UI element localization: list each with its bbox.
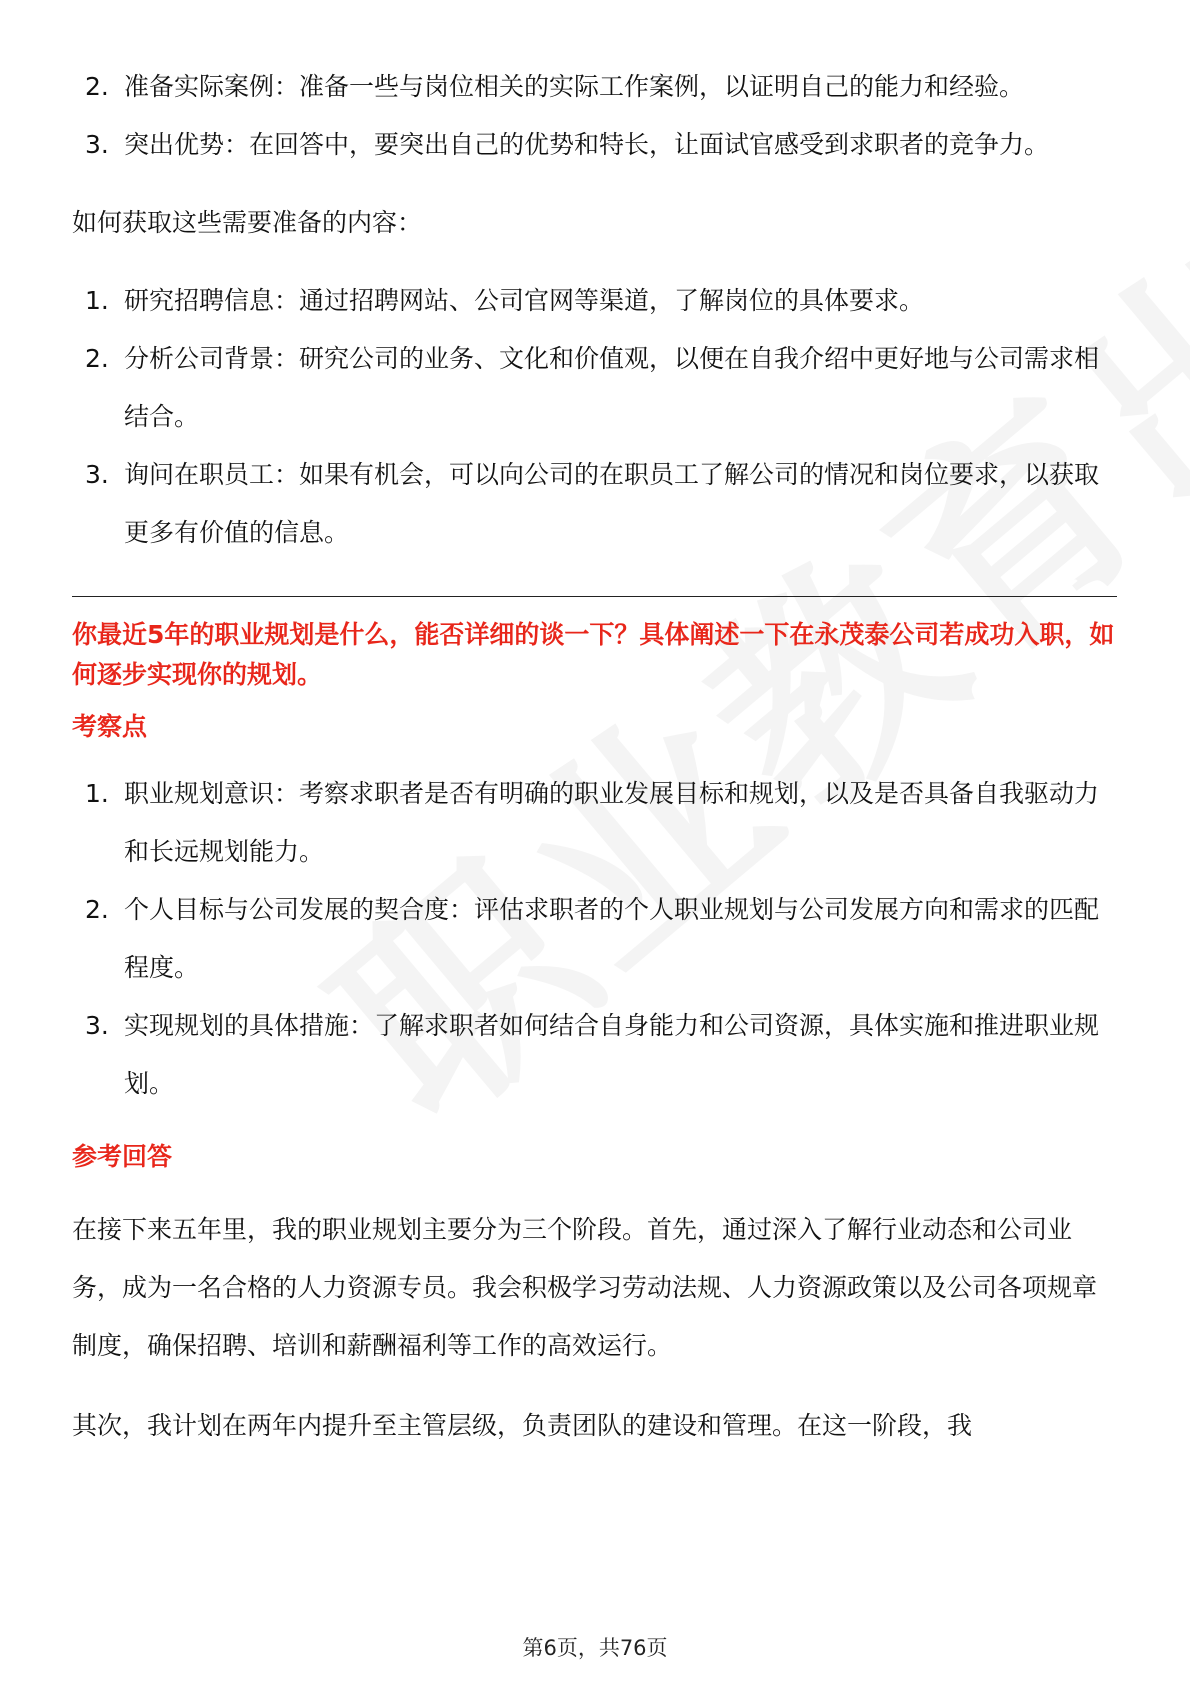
list-text: 个人目标与公司发展的契合度：评估求职者的个人职业规划与公司发展方向和需求的匹配程度。 — [124, 895, 1100, 982]
list-number: 2. — [85, 895, 109, 924]
list-text: 突出优势：在回答中，要突出自己的优势和特长，让面试官感受到求职者的竞争力。 — [124, 130, 1050, 159]
list-number: 1. — [85, 286, 109, 315]
list-item — [72, 881, 1117, 997]
list-number: 3. — [85, 1011, 109, 1040]
list-item — [72, 330, 1117, 446]
assess-list — [72, 765, 1117, 1113]
list-item — [72, 58, 1117, 116]
list-item — [72, 997, 1117, 1113]
answer-heading: 参考回答 — [72, 1142, 173, 1171]
how-to-list — [72, 272, 1117, 562]
list-number: 2. — [85, 72, 109, 101]
list-item — [72, 272, 1117, 330]
page-content — [72, 58, 1117, 1455]
list-item — [72, 446, 1117, 562]
page-footer: 第6页，共76页 — [522, 1636, 668, 1660]
list-item — [72, 765, 1117, 881]
answer-paragraph: 在接下来五年里，我的职业规划主要分为三个阶段。首先，通过深入了解行业动态和公司业务，成为一名合格的人力资源专员。我会积极学习劳动法规、人力资源政策以及公司各项规章制度，确保招聘、培训和薪酬福利等工作的高效运行。 — [72, 1215, 1098, 1360]
list-text: 职业规划意识：考察求职者是否有明确的职业发展目标和规划，以及是否具备自我驱动力和长远规划能力。 — [124, 779, 1100, 866]
list-text: 实现规划的具体措施：了解求职者如何结合自身能力和公司资源，具体实施和推进职业规划。 — [124, 1011, 1100, 1098]
how-to-title: 如何获取这些需要准备的内容： — [72, 208, 423, 237]
list-text: 分析公司背景：研究公司的业务、文化和价值观，以便在自我介绍中更好地与公司需求相结合。 — [124, 344, 1100, 431]
list-text: 研究招聘信息：通过招聘网站、公司官网等渠道，了解岗位的具体要求。 — [124, 286, 925, 315]
answer-paragraph: 其次，我计划在两年内提升至主管层级，负责团队的建设和管理。在这一阶段，我 — [72, 1411, 973, 1440]
list-number: 3. — [85, 460, 109, 489]
prep-list — [72, 58, 1117, 174]
list-item — [72, 116, 1117, 174]
list-number: 3. — [85, 130, 109, 159]
list-text: 准备实际案例：准备一些与岗位相关的实际工作案例，以证明自己的能力和经验。 — [124, 72, 1025, 101]
list-number: 2. — [85, 344, 109, 373]
list-number: 1. — [85, 779, 109, 808]
list-text: 询问在职员工：如果有机会，可以向公司的在职员工了解公司的情况和岗位要求，以获取更多有价值的信息。 — [124, 460, 1100, 547]
section-divider — [72, 596, 1117, 597]
assess-heading: 考察点 — [72, 712, 148, 741]
interview-question: 你最近5年的职业规划是什么，能否详细的谈一下？具体阐述一下在永茂泰公司若成功入职，如何逐步实现你的规划。 — [72, 620, 1115, 689]
